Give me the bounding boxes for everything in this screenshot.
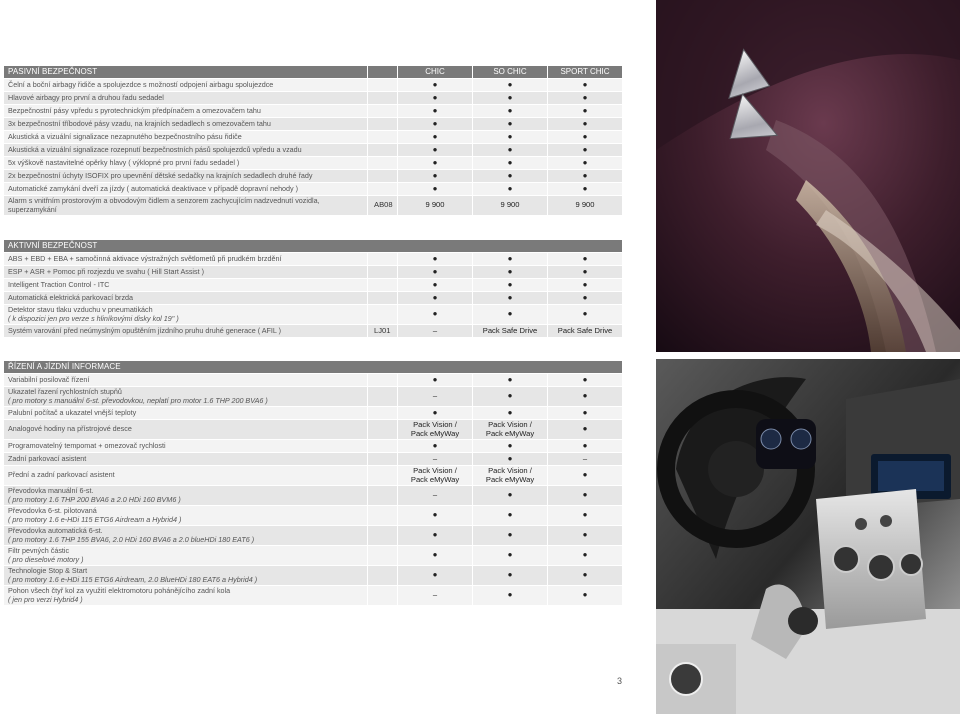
feature-text: ESP + ASR + Pomoc při rozjezdu ve svahu ( Hill Start Assist ) bbox=[8, 266, 205, 276]
cell-sport-chic: ● bbox=[548, 586, 623, 606]
feature-note: ( pro motory 1.6 THP 155 BVA6, 2.0 HDi 160 BVA6 a 2.0 blueHDi 180 EAT6 ) bbox=[8, 534, 255, 544]
table-row bbox=[4, 440, 623, 453]
feature-text: Zadní parkovací asistent bbox=[8, 453, 87, 463]
feature-label bbox=[4, 105, 368, 118]
table-row bbox=[4, 279, 623, 292]
table-header bbox=[4, 240, 623, 253]
feature-text: Přední a zadní parkovací asistent bbox=[8, 470, 115, 480]
feature-label bbox=[4, 253, 368, 266]
feature-text: Detektor stavu tlaku vzduchu v pneumatikách bbox=[8, 305, 153, 314]
cell-sport-chic: Pack Safe Drive bbox=[548, 325, 623, 338]
feature-text: Intelligent Traction Control - ITC bbox=[8, 279, 110, 289]
table-header bbox=[4, 361, 623, 374]
table-header bbox=[4, 66, 623, 79]
feature-label bbox=[4, 157, 368, 170]
feature-label bbox=[4, 170, 368, 183]
table-row bbox=[4, 196, 623, 216]
cell-chic: – bbox=[398, 387, 473, 407]
option-code bbox=[368, 105, 398, 118]
cell-so-chic: ● bbox=[473, 131, 548, 144]
cell-chic: ● bbox=[398, 266, 473, 279]
cell-chic: ● bbox=[398, 292, 473, 305]
table-row bbox=[4, 506, 623, 526]
table-row bbox=[4, 183, 623, 196]
feature-text: Alarm s vnitřním prostorovým a obvodovým čidlem a senzorem zachycujícím nadzvednutí vozidla, superzamykání bbox=[8, 196, 320, 214]
cell-so-chic: ● bbox=[473, 486, 548, 506]
cell-so-chic: 9 900 bbox=[473, 196, 548, 216]
feature-note: ( pro motory s manuální 6-st. převodovkou, neplatí pro motor 1.6 THP 200 BVA6 ) bbox=[8, 395, 268, 405]
section-title: ŘÍZENÍ A JÍZDNÍ INFORMACE bbox=[4, 361, 623, 374]
feature-text: Technologie Stop & Start bbox=[8, 566, 88, 575]
page-number: 3 bbox=[617, 676, 623, 686]
cell-so-chic: Pack Vision / Pack eMyWay bbox=[473, 466, 548, 486]
option-code bbox=[368, 566, 398, 586]
table-row bbox=[4, 526, 623, 546]
cell-chic: ● bbox=[398, 506, 473, 526]
option-code bbox=[368, 92, 398, 105]
feature-label bbox=[4, 374, 368, 387]
cell-sport-chic: ● bbox=[548, 374, 623, 387]
cell-chic: – bbox=[398, 453, 473, 466]
feature-label bbox=[4, 305, 368, 325]
active-safety-section bbox=[4, 240, 623, 338]
cell-chic: ● bbox=[398, 131, 473, 144]
column-chic: CHIC bbox=[398, 66, 473, 79]
table-row bbox=[4, 546, 623, 566]
option-code bbox=[368, 420, 398, 440]
feature-text: Filtr pevných částic bbox=[8, 546, 70, 555]
table-row bbox=[4, 486, 623, 506]
cell-chic: ● bbox=[398, 79, 473, 92]
option-code bbox=[368, 157, 398, 170]
cell-chic: – bbox=[398, 586, 473, 606]
passive-safety-table bbox=[4, 66, 623, 216]
feature-label bbox=[4, 506, 368, 526]
option-code: LJ01 bbox=[368, 325, 398, 338]
cell-so-chic: ● bbox=[473, 305, 548, 325]
cell-sport-chic: ● bbox=[548, 440, 623, 453]
feature-label bbox=[4, 440, 368, 453]
cell-so-chic: ● bbox=[473, 183, 548, 196]
feature-text: Akustická a vizuální signalizace nezapnutého bezpečnostního pásu řidiče bbox=[8, 131, 242, 141]
feature-label bbox=[4, 131, 368, 144]
cell-chic: Pack Vision / Pack eMyWay bbox=[398, 466, 473, 486]
option-code bbox=[368, 79, 398, 92]
cell-so-chic: ● bbox=[473, 506, 548, 526]
cell-so-chic: ● bbox=[473, 387, 548, 407]
cell-chic: ● bbox=[398, 407, 473, 420]
cell-sport-chic: ● bbox=[548, 253, 623, 266]
cell-so-chic: Pack Vision / Pack eMyWay bbox=[473, 420, 548, 440]
table-row bbox=[4, 387, 623, 407]
cell-so-chic: ● bbox=[473, 546, 548, 566]
table-row bbox=[4, 566, 623, 586]
cell-chic: Pack Vision / Pack eMyWay bbox=[398, 420, 473, 440]
cell-chic: – bbox=[398, 325, 473, 338]
cell-chic: ● bbox=[398, 183, 473, 196]
table-row bbox=[4, 79, 623, 92]
cell-chic: ● bbox=[398, 118, 473, 131]
cell-so-chic: ● bbox=[473, 105, 548, 118]
car-emblem-illustration bbox=[656, 0, 960, 352]
option-code bbox=[368, 387, 398, 407]
feature-label bbox=[4, 183, 368, 196]
cell-so-chic: ● bbox=[473, 292, 548, 305]
cell-chic: ● bbox=[398, 526, 473, 546]
cell-so-chic: ● bbox=[473, 566, 548, 586]
feature-label bbox=[4, 466, 368, 486]
option-code bbox=[368, 407, 398, 420]
cell-chic: ● bbox=[398, 157, 473, 170]
cell-chic: ● bbox=[398, 374, 473, 387]
option-code bbox=[368, 526, 398, 546]
option-code bbox=[368, 374, 398, 387]
feature-text: Variabilní posilovač řízení bbox=[8, 374, 90, 384]
table-row bbox=[4, 420, 623, 440]
table-row bbox=[4, 305, 623, 325]
feature-label bbox=[4, 292, 368, 305]
table-row bbox=[4, 586, 623, 606]
cell-so-chic: ● bbox=[473, 374, 548, 387]
cell-sport-chic: ● bbox=[548, 566, 623, 586]
cell-so-chic: ● bbox=[473, 253, 548, 266]
table-row bbox=[4, 407, 623, 420]
cell-sport-chic: ● bbox=[548, 118, 623, 131]
option-code bbox=[368, 183, 398, 196]
cell-chic: ● bbox=[398, 305, 473, 325]
cell-sport-chic: – bbox=[548, 453, 623, 466]
table-row bbox=[4, 157, 623, 170]
feature-note: ( pro motory 1.6 THP 200 BVA6 a 2.0 HDi 160 BVM6 ) bbox=[8, 494, 181, 504]
cell-sport-chic: ● bbox=[548, 387, 623, 407]
cell-so-chic: ● bbox=[473, 79, 548, 92]
feature-label bbox=[4, 79, 368, 92]
cell-chic: ● bbox=[398, 253, 473, 266]
cell-so-chic: ● bbox=[473, 279, 548, 292]
feature-text: Ukazatel řazení rychlostních stupňů bbox=[8, 387, 122, 396]
feature-note: ( jen pro verzi Hybrid4 ) bbox=[8, 594, 83, 604]
option-code bbox=[368, 144, 398, 157]
cell-chic: ● bbox=[398, 546, 473, 566]
feature-text: Analogové hodiny na přístrojové desce bbox=[8, 424, 132, 434]
cell-sport-chic: ● bbox=[548, 279, 623, 292]
feature-text: Systém varování před neúmyslným opuštěním jízdního pruhu druhé generace ( AFIL ) bbox=[8, 325, 281, 335]
feature-text: Hlavové airbagy pro první a druhou řadu sedadel bbox=[8, 92, 164, 102]
table-row bbox=[4, 144, 623, 157]
feature-label bbox=[4, 526, 368, 546]
option-code bbox=[368, 453, 398, 466]
cell-sport-chic: ● bbox=[548, 420, 623, 440]
column-so-chic: SO CHIC bbox=[473, 66, 548, 79]
option-code bbox=[368, 292, 398, 305]
option-code bbox=[368, 586, 398, 606]
section-title: AKTIVNÍ BEZPEČNOST bbox=[4, 240, 623, 253]
option-code bbox=[368, 486, 398, 506]
option-code: AB08 bbox=[368, 196, 398, 216]
feature-label bbox=[4, 118, 368, 131]
cell-sport-chic: ● bbox=[548, 183, 623, 196]
active-safety-table bbox=[4, 240, 623, 338]
car-emblem-photo bbox=[656, 0, 960, 352]
option-code bbox=[368, 305, 398, 325]
feature-label bbox=[4, 420, 368, 440]
feature-label bbox=[4, 196, 368, 216]
table-row bbox=[4, 266, 623, 279]
feature-note: ( pro motory 1.6 e-HDi 115 ETG6 Airdream a Hybrid4 ) bbox=[8, 514, 182, 524]
cell-sport-chic: ● bbox=[548, 506, 623, 526]
option-code bbox=[368, 131, 398, 144]
feature-label bbox=[4, 325, 368, 338]
driving-info-table bbox=[4, 361, 623, 606]
cell-so-chic: ● bbox=[473, 118, 548, 131]
feature-label bbox=[4, 566, 368, 586]
cell-sport-chic: ● bbox=[548, 92, 623, 105]
cell-chic: ● bbox=[398, 92, 473, 105]
feature-text: Automatické zamykání dveří za jízdy ( automatická deaktivace v případě dopravní nehody ) bbox=[8, 183, 299, 193]
cell-so-chic: ● bbox=[473, 92, 548, 105]
table-row bbox=[4, 92, 623, 105]
car-interior-photo bbox=[656, 359, 960, 714]
feature-label bbox=[4, 387, 368, 407]
cell-chic: ● bbox=[398, 279, 473, 292]
table-row bbox=[4, 105, 623, 118]
table-row bbox=[4, 253, 623, 266]
cell-sport-chic: ● bbox=[548, 79, 623, 92]
feature-text: Převodovka manuální 6-st. bbox=[8, 486, 94, 495]
cell-so-chic: ● bbox=[473, 170, 548, 183]
dashboard-illustration bbox=[656, 359, 960, 714]
cell-sport-chic: ● bbox=[548, 305, 623, 325]
feature-label bbox=[4, 586, 368, 606]
option-code bbox=[368, 279, 398, 292]
option-code bbox=[368, 546, 398, 566]
table-row bbox=[4, 131, 623, 144]
option-code bbox=[368, 266, 398, 279]
cell-chic: – bbox=[398, 486, 473, 506]
feature-text: Čelní a boční airbagy řidiče a spolujezdce s možností odpojení airbagu spolujezdce bbox=[8, 79, 274, 89]
feature-text: 5x výškově nastavitelné opěrky hlavy ( výklopné pro první řadu sedadel ) bbox=[8, 157, 240, 167]
feature-text: Automatická elektrická parkovací brzda bbox=[8, 292, 134, 302]
feature-text: Akustická a vizuální signalizace rozepnutí bezpečnostních pásů spolujezdců vpředu a vzadu bbox=[8, 144, 302, 154]
cell-so-chic: ● bbox=[473, 266, 548, 279]
feature-text: 3x bezpečnostní tříbodové pásy vzadu, na krajních sedadlech s omezovačem tahu bbox=[8, 118, 271, 128]
cell-sport-chic: ● bbox=[548, 105, 623, 118]
feature-label bbox=[4, 453, 368, 466]
feature-label bbox=[4, 144, 368, 157]
table-row bbox=[4, 466, 623, 486]
section-title: PASIVNÍ BEZPEČNOST bbox=[4, 66, 368, 79]
cell-so-chic: ● bbox=[473, 157, 548, 170]
table-row bbox=[4, 453, 623, 466]
feature-text: Palubní počítač a ukazatel vnější teploty bbox=[8, 407, 137, 417]
feature-label bbox=[4, 407, 368, 420]
cell-chic: ● bbox=[398, 170, 473, 183]
option-code bbox=[368, 170, 398, 183]
feature-label bbox=[4, 486, 368, 506]
feature-text: Bezpečnostní pásy vpředu s pyrotechnickým předpínačem a omezovačem tahu bbox=[8, 105, 261, 115]
cell-chic: ● bbox=[398, 440, 473, 453]
cell-sport-chic: ● bbox=[548, 157, 623, 170]
cell-sport-chic: ● bbox=[548, 407, 623, 420]
cell-chic: ● bbox=[398, 566, 473, 586]
cell-chic: ● bbox=[398, 105, 473, 118]
cell-sport-chic: ● bbox=[548, 292, 623, 305]
cell-sport-chic: ● bbox=[548, 486, 623, 506]
cell-so-chic: ● bbox=[473, 407, 548, 420]
feature-note: ( k dispozici jen pro verze s hliníkovými disky kol 19" ) bbox=[8, 313, 179, 323]
cell-sport-chic: ● bbox=[548, 144, 623, 157]
cell-sport-chic: ● bbox=[548, 266, 623, 279]
table-row bbox=[4, 170, 623, 183]
table-row bbox=[4, 118, 623, 131]
cell-so-chic: ● bbox=[473, 440, 548, 453]
cell-sport-chic: ● bbox=[548, 131, 623, 144]
feature-text: ABS + EBD + EBA + samočinná aktivace výstražných světlometů při prudkém brzdění bbox=[8, 253, 282, 263]
option-code bbox=[368, 253, 398, 266]
column-sport-chic: SPORT CHIC bbox=[548, 66, 623, 79]
feature-note: ( pro motory 1.6 e-HDi 115 ETG6 Airdream, 2.0 BlueHDi 180 EAT6 a Hybrid4 ) bbox=[8, 574, 258, 584]
table-row bbox=[4, 292, 623, 305]
option-code bbox=[368, 118, 398, 131]
feature-text: 2x bezpečnostní úchyty ISOFIX pro upevnění dětské sedačky na krajních sedadlech druhé řady bbox=[8, 170, 313, 180]
feature-label bbox=[4, 279, 368, 292]
option-code bbox=[368, 440, 398, 453]
cell-chic: ● bbox=[398, 144, 473, 157]
option-code bbox=[368, 466, 398, 486]
passive-safety-section bbox=[4, 66, 623, 216]
table-row bbox=[4, 374, 623, 387]
cell-so-chic: Pack Safe Drive bbox=[473, 325, 548, 338]
cell-so-chic: ● bbox=[473, 586, 548, 606]
cell-sport-chic: ● bbox=[548, 546, 623, 566]
feature-text: Převodovka automatická 6-st. bbox=[8, 526, 103, 535]
feature-note: ( pro dieselové motory ) bbox=[8, 554, 84, 564]
feature-text: Převodovka 6-st. pilotovaná bbox=[8, 506, 97, 515]
cell-sport-chic: ● bbox=[548, 170, 623, 183]
cell-sport-chic: ● bbox=[548, 526, 623, 546]
feature-label bbox=[4, 92, 368, 105]
table-row bbox=[4, 325, 623, 338]
driving-info-section bbox=[4, 361, 623, 606]
cell-chic: 9 900 bbox=[398, 196, 473, 216]
cell-so-chic: ● bbox=[473, 526, 548, 546]
cell-sport-chic: 9 900 bbox=[548, 196, 623, 216]
feature-label bbox=[4, 266, 368, 279]
cell-so-chic: ● bbox=[473, 453, 548, 466]
feature-label bbox=[4, 546, 368, 566]
cell-so-chic: ● bbox=[473, 144, 548, 157]
option-code bbox=[368, 506, 398, 526]
feature-text: Pohon všech čtyř kol za využití elektromotoru pohánějícího zadní kola bbox=[8, 586, 231, 595]
cell-sport-chic: ● bbox=[548, 466, 623, 486]
feature-text: Programovatelný tempomat + omezovač rychlosti bbox=[8, 440, 166, 450]
